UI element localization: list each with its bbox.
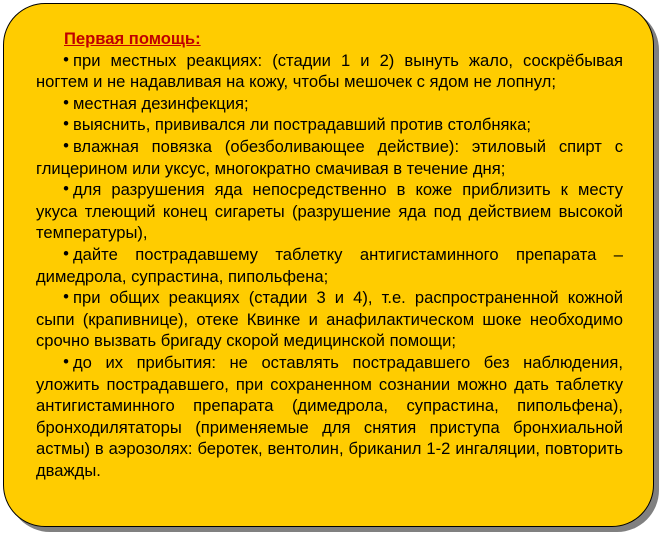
first-aid-callout xyxy=(3,3,654,527)
list-item-text: при местных реакциях: (стадии 1 и 2) вынуть жало, соскрёбывая ногтем и не надавливая на кожу, чтобы мешочек с ядом не лопнул; xyxy=(36,50,623,92)
list-item xyxy=(36,352,623,482)
list-item xyxy=(36,136,623,179)
list-item-text: местная дезинфекция; xyxy=(73,93,249,113)
section-title: Первая помощь: xyxy=(64,29,201,48)
list-item-text: при общих реакциях (стадии 3 и 4), т.е. распространенной кожной сыпи (крапивнице), отеке Квинке и анафилактическом шоке необходимо срочно вызвать бригаду скорой медицинской помощи; xyxy=(36,288,623,351)
list-item-text: для разрушения яда непосредственно в коже приблизить к месту укуса тлеющий конец сигареты (разрушение яда под действием высокой температуры), xyxy=(36,180,623,243)
list-item-text: дайте пострадавшему таблетку антигистаминного препарата – димедрола, супрастина, пипольфена; xyxy=(36,244,623,286)
bullet-icon: • xyxy=(63,243,69,263)
list-item xyxy=(36,287,623,352)
first-aid-list xyxy=(36,50,623,482)
bullet-icon: • xyxy=(63,287,69,307)
bullet-icon: • xyxy=(63,135,69,155)
list-item xyxy=(36,93,623,115)
bullet-icon: • xyxy=(63,351,69,371)
bullet-icon: • xyxy=(63,179,69,199)
list-item xyxy=(36,179,623,244)
list-item xyxy=(36,114,623,136)
list-item-text: выяснить, прививался ли пострадавший против столбняка; xyxy=(73,115,531,135)
list-item-text: до их прибытия: не оставлять пострадавшего без наблюдения, уложить пострадавшего, при сохраненном сознании можно дать таблетку антигистаминного препарата (димедрола, супрастина, пипольфена), бронходилятаторы (применяемые для снятия приступа бронхиальной астмы) в аэрозолях: беротек, вентолин, бриканил 1-2 ингаляции, повторить дважды. xyxy=(36,352,623,480)
list-item xyxy=(36,244,623,287)
bullet-icon: • xyxy=(63,49,69,69)
bullet-icon: • xyxy=(63,114,69,134)
list-item-text: влажная повязка (обезболивающее действие): этиловый спирт с глицерином или уксус, многократно смачивая в течение дня; xyxy=(36,136,623,178)
bullet-icon: • xyxy=(63,92,69,112)
list-item xyxy=(36,50,623,93)
